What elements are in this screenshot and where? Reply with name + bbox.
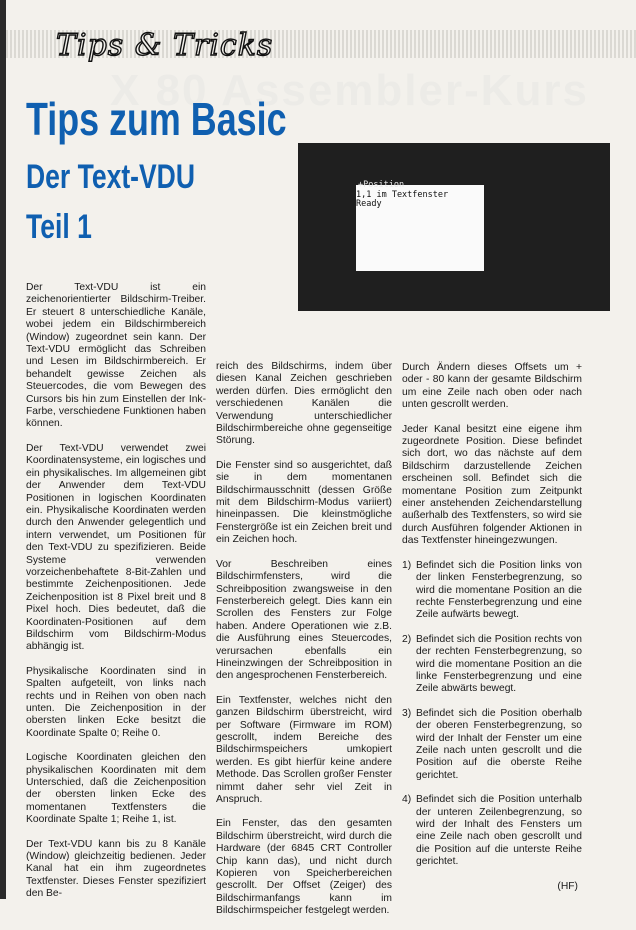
list-text: Befindet sich die Position rechts von der rechten Fensterbegrenzung, so wird die momentane Position an die linke Fensterbegrenzung und eine Zeile abwärts bewegt. xyxy=(416,633,582,695)
paragraph: Der Text-VDU ist ein zeichenorientierter Bildschirm-Treiber. Er steuert 8 unterschiedliche Kanäle, wobei jedem ein Bildschirmbereich (Window) zugeordnet sein kann. Der Text-VDU ermöglicht das Schreiben und Lesen im Bildschirmbereich. Er behandelt gewisse Zeichen als Steuercodes, die vom Bewegen des Cursors bis hin zum Einstellen der Ink-Farbe, verschiedene Funktionen haben können. xyxy=(26,282,206,430)
list-number: 4) xyxy=(402,794,412,806)
article-part: Teil 1 xyxy=(26,208,92,246)
list-item xyxy=(402,794,582,868)
article-subtitle: Der Text-VDU xyxy=(26,158,195,196)
paragraph: Jeder Kanal besitzt eine eigene ihm zugeordnete Position. Diese befindet sich dort, wo das nächste auf dem Bildschirm darzustellende Zeichen erscheinen soll. Befindet sich die momentane Position zum Zeitpunkt einer anstehenden Zeichendarstellung außerhalb des Textfensters, so wird sie durch Ausführen folgender Aktionen in das Textfenster hineingezwungen. xyxy=(402,423,582,547)
list-text: Befindet sich die Position links von der linken Fensterbegrenzung, so wird die momentane Position an die rechte Fensterbegrenzung und eine Zeile aufwärts bewegt. xyxy=(416,559,582,621)
text-column-2 xyxy=(216,361,392,930)
list-item xyxy=(402,634,582,696)
article-title: Tips zum Basic xyxy=(26,93,287,145)
paragraph: Ein Fenster, das den gesamten Bildschirm überstreicht, wird durch die Hardware (der 6845 CRT Controller Chip kann das), und nicht durch Kopieren von Speicherbereichen gescrollt. Der Offset (Zeiger) des Bildschirmanfangs kann im Bildschirmspeicher festgelegt werden. xyxy=(216,818,392,917)
ghost-headline: X 80 Assembler-Kurs xyxy=(110,66,590,114)
list-item xyxy=(402,708,582,782)
author-signature: (HF) xyxy=(557,880,578,892)
screen-photo xyxy=(298,143,610,311)
list-text: Befindet sich die Position unterhalb der unteren Zeilenbegrenzung, so wird der Inhalt des Fensters um eine Zeile nach oben gescrollt und die Position auf die unterste Reihe gerichtet. xyxy=(416,794,582,868)
paragraph: Ein Textfenster, welches nicht den ganzen Bildschirm überstreicht, wird per Software (Firmware im ROM) gescrollt, indem Bereiche des Bildschirmspeichers umkopiert werden. Es gibt hierfür keine andere Methode. Das Scrollen großer Fenster nimmt daher sehr viel Zeit in Anspruch. xyxy=(216,694,392,805)
list-text: Befindet sich die Position oberhalb der oberen Fensterbegrenzung, so wird der Inhalt der Fenster um eine Zeile nach unten gescrollt und die Position auf die oberste Reihe gerichtet. xyxy=(416,707,582,781)
list-number: 2) xyxy=(402,633,412,645)
numbered-list xyxy=(402,560,582,869)
list-number: 3) xyxy=(402,707,412,719)
paragraph: Physikalische Koordinaten sind in Spalten aufgeteilt, von links nach rechts und in Reihen von oben nach unten. Die Zeichenposition in der obersten linken Ecke besitzt die Koordinate Spalte 0; Reihe 0. xyxy=(26,665,206,739)
paragraph: Der Text-VDU kann bis zu 8 Kanäle (Window) gleichzeitig bedienen. Jeder Kanal hat ein ihm zugeordnetes Textfenster. Dieses Fenster spezifiziert den Be- xyxy=(26,838,206,900)
text-column-1 xyxy=(26,282,206,913)
paragraph: Der Text-VDU verwendet zwei Koordinatensysteme, ein logisches und ein physikalisches. Im allgemeinen gibt der Anwender dem Text-VDU Positionen in logischen Koordinaten ein. Physikalische Koordinaten werden durch den Anwender gelegentlich und intern verwendet, um Positionen für den Text-VDU zu spezifizieren. Beide Systeme verwenden vorzeichenbehaftete 8-Bit-Zahlen und bestimmte Zeichenpositionen. Jede Zeichenposition ist 8 Pixel breit und 8 Pixel hoch. Dies bedeutet, daß die Koordinaten-Positionen auf dem Bildschirm vom Bildschirm-Modus abhängig ist. xyxy=(26,442,206,653)
paragraph: Logische Koordinaten gleichen den physikalischen Koordinaten mit dem Unterschied, daß die Zeichenposition der obersten linken Ecke des momentanen Textfensters die Koordinate Spalte 1; Reihe 1, ist. xyxy=(26,752,206,826)
list-item xyxy=(402,560,582,622)
page-edge xyxy=(0,0,6,899)
screen-line: 1,1 im Textfenster xyxy=(356,190,449,200)
text-column-3 xyxy=(402,362,582,893)
paragraph: Vor Beschreiben eines Bildschirmfensters, wird die Schreibposition zwangsweise in den Fensterbereich gelegt. Dies kann ein Scrollen des Fensters zur Folge haben. Andere Operationen wie z.B. die Ausführung eines Steuercodes, verursachen ebenfalls ein Hineinzwingen der Schreibposition in den angesprochenen Fensterbereich. xyxy=(216,558,392,682)
paragraph: Durch Ändern dieses Offsets um + oder - 80 kann der gesamte Bildschirm um eine Zeile nach oben oder nach unten gescrollt werden. xyxy=(402,362,582,411)
list-number: 1) xyxy=(402,559,412,571)
paragraph: Die Fenster sind so ausgerichtet, daß sie in dem momentanen Bildschirmausschnitt (dessen Größe mit dem Bildschirm-Modus variiert) hineinpassen. Die kleinstmögliche Fenstergröße ist ein Zeichen breit und ein Zeichen hoch. xyxy=(216,459,392,546)
section-kicker: Tips & Tricks xyxy=(56,28,274,63)
paragraph: reich des Bildschirms, indem über diesen Kanal Zeichen geschrieben werden dürfen. Dies ermöglicht den verschiedenen Kanälen die Verwendung unterschiedlicher Bildschirmbereiche ohne gegenseitige Störung. xyxy=(216,361,392,447)
screen-line: +Position xyxy=(358,180,405,190)
screen-line: Ready xyxy=(356,199,382,209)
